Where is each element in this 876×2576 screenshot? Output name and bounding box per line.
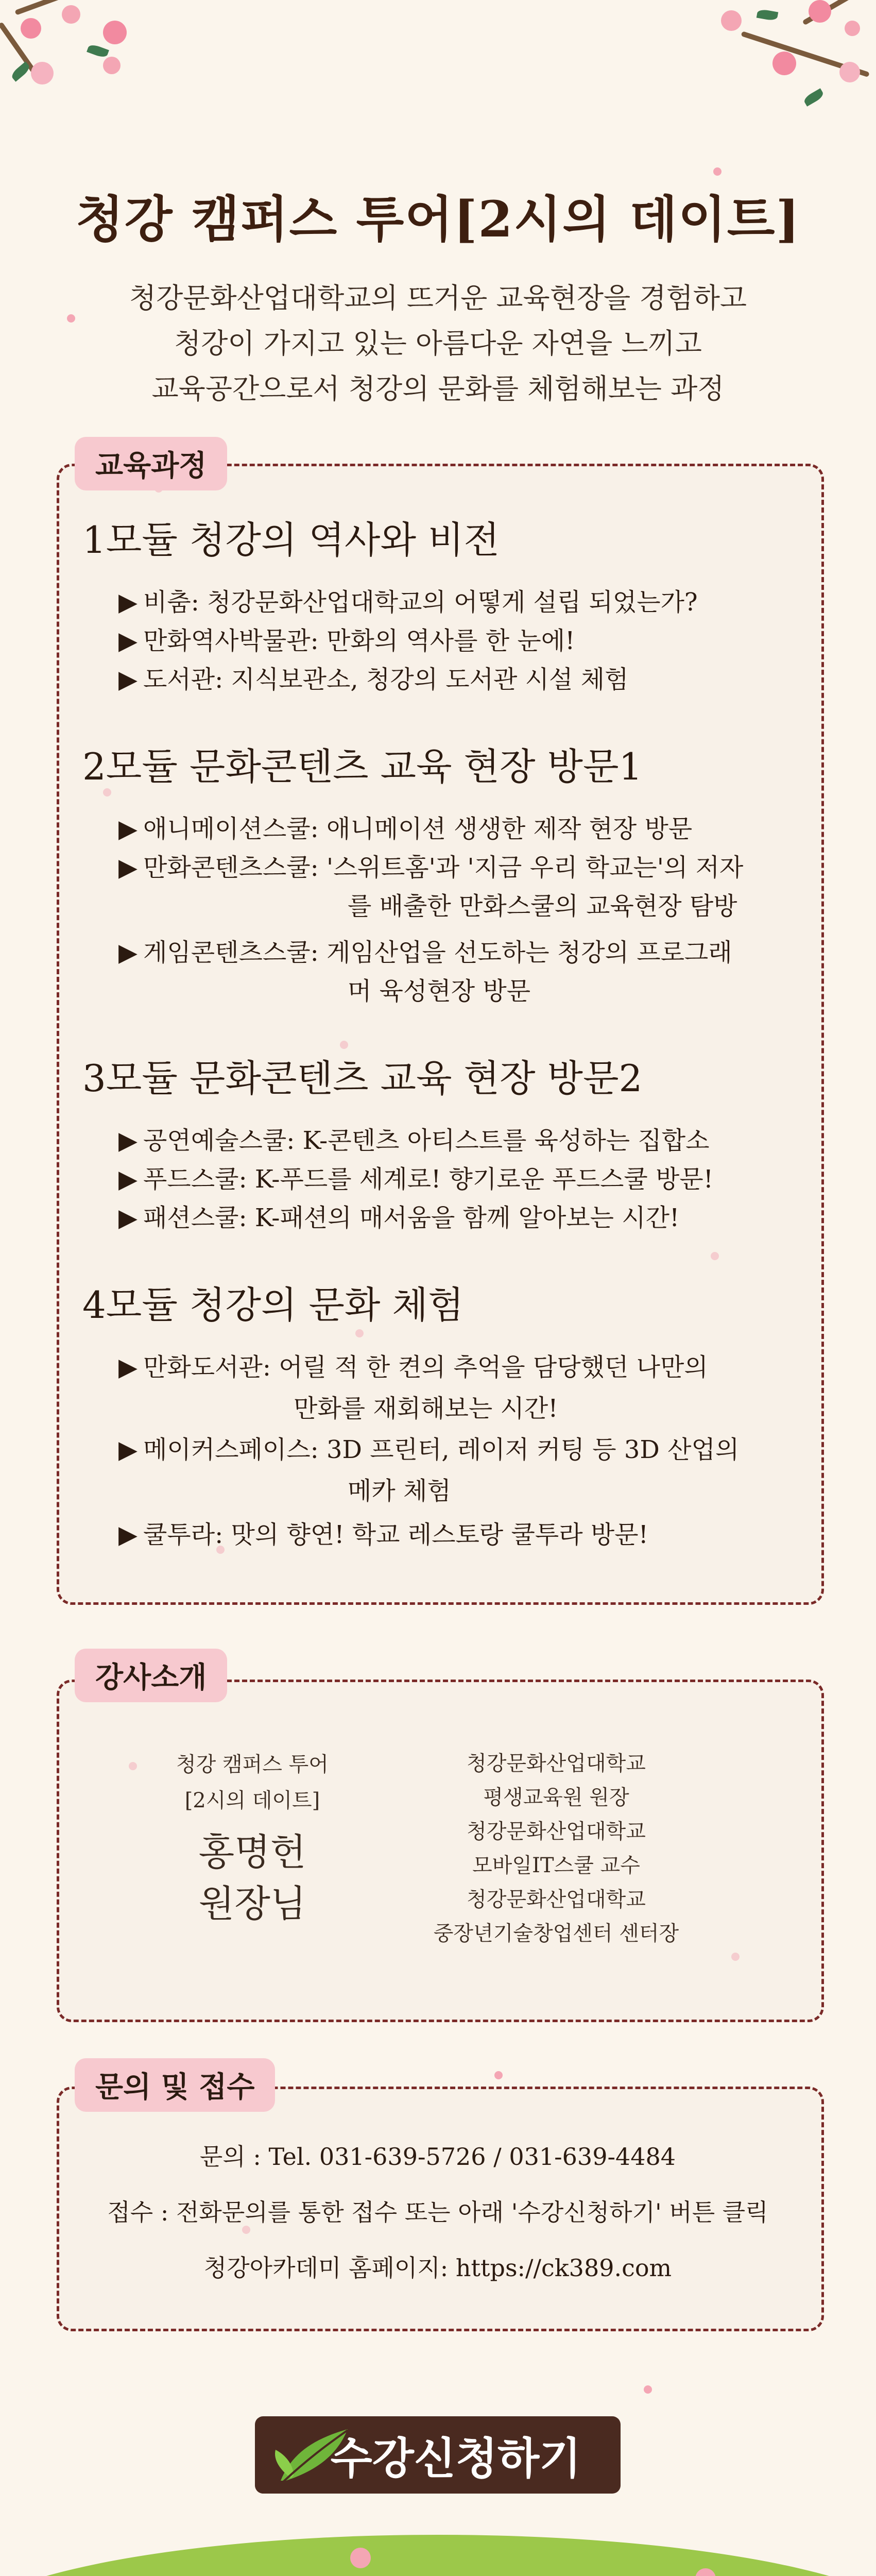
module-4-title: 4모듈 청강의 문화 체험 (82, 1283, 464, 1327)
module-3-item: ▶ 공연예술스쿨: K-콘텐츠 아티스트를 육성하는 집합소 (118, 1123, 788, 1158)
module-3-title: 3모듈 문화콘텐츠 교육 현장 방문2 (82, 1057, 643, 1100)
role-line: 청강문화산업대학교 (467, 1888, 646, 1911)
triangle-bullet-icon: ▶ (118, 938, 138, 967)
module-1-item: ▶ 도서관: 지식보관소, 청강의 도서관 시설 체험 (118, 662, 788, 697)
apply-button[interactable] (255, 2416, 621, 2494)
program-name: 청강 캠퍼스 투어 (176, 1753, 329, 1776)
apply-button-label: 수강신청하기 (330, 2433, 581, 2484)
contact-homepage[interactable]: 청강아카데미 홈페이지: https://ck389.com (203, 2254, 672, 2282)
instructor-intro (93, 1749, 412, 1929)
intro-line: 교육공간으로서 청강의 문화를 체험해보는 과정 (151, 372, 725, 405)
triangle-bullet-icon: ▶ (118, 853, 138, 882)
contact-apply: 접수 : 전화문의를 통한 접수 또는 아래 '수강신청하기' 버튼 클릭 (107, 2198, 768, 2226)
intro-line: 청강문화산업대학교의 뜨거운 교육현장을 경험하고 (129, 282, 747, 314)
instructor-name: 홍명헌 (198, 1831, 306, 1874)
role-line: 모바일IT스쿨 교수 (472, 1854, 640, 1877)
triangle-bullet-icon: ▶ (118, 1165, 138, 1194)
triangle-bullet-icon: ▶ (118, 815, 138, 843)
role-line: 청강문화산업대학교 (467, 1820, 646, 1843)
module-4-item-cont: 메카 체험 (348, 1477, 451, 1505)
triangle-bullet-icon: ▶ (118, 626, 138, 655)
module-2-item: ▶ 만화콘텐츠스쿨: '스위트홈'과 '지금 우리 학교는'의 저자 (118, 850, 788, 885)
module-4-item-cont: 만화를 재회해보는 시간! (294, 1394, 558, 1423)
leaf-icon (270, 2424, 353, 2486)
triangle-bullet-icon: ▶ (118, 1520, 138, 1549)
triangle-bullet-icon: ▶ (118, 665, 138, 694)
intro-line: 청강이 가지고 있는 아름다운 자연을 느끼고 (174, 327, 702, 360)
module-4-item: ▶ 만화도서관: 어릴 적 한 켠의 추억을 담당했던 나만의 (118, 1350, 788, 1385)
module-1-title: 1모듈 청강의 역사와 비전 (82, 518, 500, 562)
module-1-item: ▶ 비춤: 청강문화산업대학교의 어떻게 설립 되었는가? (118, 585, 788, 620)
module-1-item: ▶ 만화역사박물관: 만화의 역사를 한 눈에! (118, 623, 788, 658)
module-2-item-cont: 를 배출한 만화스쿨의 교육현장 탐방 (348, 892, 737, 921)
instructor-roles (391, 1747, 721, 1951)
module-2-item: ▶ 애니메이션스쿨: 애니메이션 생생한 제작 현장 방문 (118, 811, 788, 846)
module-4-item: ▶ 쿨투라: 맛의 향연! 학교 레스토랑 쿨투라 방문! (118, 1517, 788, 1552)
module-2-item-cont: 머 육성현장 방문 (348, 977, 531, 1006)
triangle-bullet-icon: ▶ (118, 1204, 138, 1232)
grass-hill (0, 2535, 876, 2576)
curriculum-tag: 교육과정 (75, 437, 227, 490)
intro-text (0, 276, 876, 412)
module-2-title: 2모듈 문화콘텐츠 교육 현장 방문1 (82, 745, 643, 788)
role-line: 청강문화산업대학교 (467, 1752, 646, 1775)
contact-phone: 문의 : Tel. 031-639-5726 / 031-639-4484 (199, 2143, 676, 2171)
module-2-item: ▶ 게임콘텐츠스쿨: 게임산업을 선도하는 청강의 프로그래 (118, 935, 788, 970)
triangle-bullet-icon: ▶ (118, 1126, 138, 1155)
triangle-bullet-icon: ▶ (118, 1435, 138, 1464)
program-subtitle: [2시의 데이트] (184, 1789, 320, 1812)
triangle-bullet-icon: ▶ (118, 588, 138, 617)
role-line: 평생교육원 원장 (483, 1786, 629, 1809)
instructor-tag: 강사소개 (75, 1649, 227, 1702)
triangle-bullet-icon: ▶ (118, 1353, 138, 1382)
module-4-item: ▶ 메이커스페이스: 3D 프린터, 레이저 커팅 등 3D 산업의 (118, 1432, 788, 1467)
instructor-title: 원장님 (198, 1882, 306, 1925)
page-title: 청강 캠퍼스 투어[2시의 데이트] (76, 190, 800, 248)
contact-tag: 문의 및 접수 (75, 2058, 275, 2112)
module-3-item: ▶ 패션스쿨: K-패션의 매서움을 함께 알아보는 시간! (118, 1200, 788, 1235)
role-line: 중장년기술창업센터 센터장 (433, 1922, 679, 1945)
module-3-item: ▶ 푸드스쿨: K-푸드를 세계로! 향기로운 푸드스쿨 방문! (118, 1162, 788, 1197)
